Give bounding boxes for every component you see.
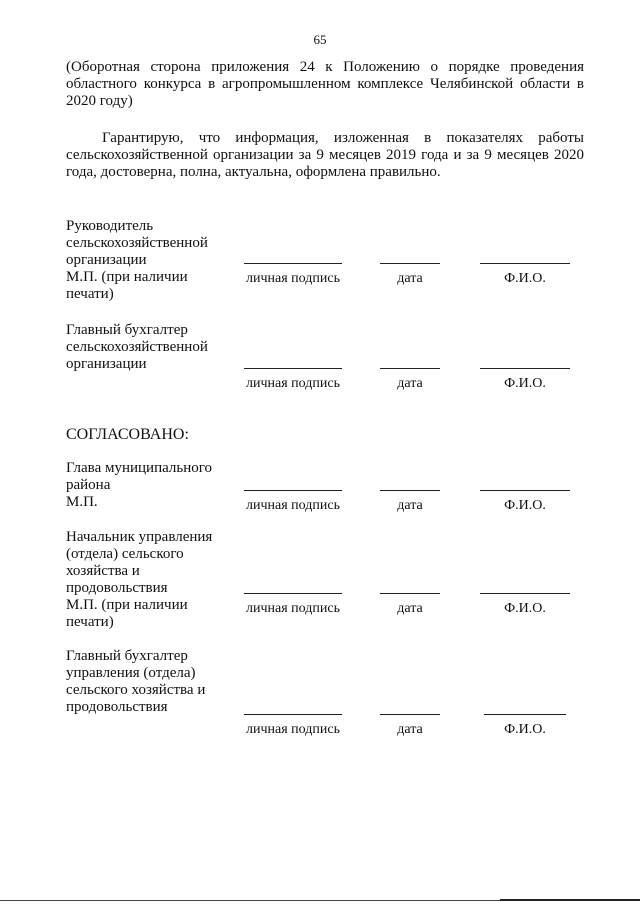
signatory-head-of-org (66, 218, 236, 303)
name-line (480, 490, 570, 491)
signature-field (244, 263, 342, 287)
role-line: организации (66, 252, 147, 268)
name-field (480, 593, 570, 617)
signatory-chief-accountant-org (66, 322, 236, 373)
name-caption: Ф.И.О. (504, 722, 546, 737)
role-line: М.П. (при наличии (66, 597, 188, 613)
role-line: района (66, 477, 111, 493)
signatory-head-of-agri-dept (66, 529, 236, 631)
date-caption: дата (397, 376, 423, 391)
guarantee-statement: Гарантирую, что информация, изложенная в показателях работы сельскохозяйственной организации за 9 месяцев 2019 года и за 9 месяцев 2020 года, достоверна, полна, актуальна, оформлена правильно. (66, 130, 584, 180)
role-line: М.П. (при наличии (66, 269, 188, 285)
date-field (380, 368, 440, 392)
date-field (380, 263, 440, 287)
role-line: хозяйства и (66, 563, 140, 579)
role-line: Глава муниципального (66, 460, 213, 476)
role-line: Начальник управления (66, 529, 213, 545)
role-line: (отдела) сельского (66, 546, 184, 562)
date-line (380, 714, 440, 715)
date-caption: дата (397, 271, 423, 286)
signature-line (244, 263, 342, 264)
name-caption: Ф.И.О. (504, 498, 546, 513)
signature-caption: личная подпись (246, 271, 340, 286)
signature-caption: личная подпись (246, 498, 340, 513)
appendix-note: (Оборотная сторона приложения 24 к Положению о порядке проведения областного конкурса в агропромышленном комплексе Челябинской области в 2020 году) (66, 59, 584, 109)
role-line: сельскохозяйственной (66, 235, 208, 251)
name-line (480, 263, 570, 264)
name-field (480, 368, 570, 392)
role-line: печати) (66, 286, 114, 302)
name-line (480, 368, 570, 369)
signature-caption: личная подпись (246, 376, 340, 391)
signature-line (244, 490, 342, 491)
role-line: продовольствия (66, 580, 168, 596)
role-line: управления (отдела) (66, 665, 196, 681)
date-field (380, 490, 440, 514)
role-line: сельскохозяйственной (66, 339, 208, 355)
date-caption: дата (397, 722, 423, 737)
name-field (480, 490, 570, 514)
date-line (380, 368, 440, 369)
signatory-chief-accountant-dept (66, 648, 236, 716)
name-line (484, 714, 566, 715)
signature-caption: личная подпись (246, 601, 340, 616)
signatory-head-of-district (66, 460, 236, 511)
name-field (484, 714, 566, 738)
role-line: Главный бухгалтер (66, 648, 188, 664)
role-line: сельского хозяйства и (66, 682, 206, 698)
date-caption: дата (397, 498, 423, 513)
signature-line (244, 714, 342, 715)
approved-heading: СОГЛАСОВАНО: (66, 426, 189, 443)
name-caption: Ф.И.О. (504, 601, 546, 616)
signature-line (244, 593, 342, 594)
name-field (480, 263, 570, 287)
bottom-edge-rule-strong (500, 899, 640, 901)
signature-line (244, 368, 342, 369)
role-line: Руководитель (66, 218, 154, 234)
role-line: М.П. (66, 494, 98, 510)
name-line (480, 593, 570, 594)
date-field (380, 593, 440, 617)
name-caption: Ф.И.О. (504, 271, 546, 286)
signature-field (244, 490, 342, 514)
page-number: 65 (313, 32, 327, 47)
signature-field (244, 368, 342, 392)
date-line (380, 263, 440, 264)
signature-field (244, 714, 342, 738)
role-line: организации (66, 356, 147, 372)
date-line (380, 593, 440, 594)
name-caption: Ф.И.О. (504, 376, 546, 391)
signature-field (244, 593, 342, 617)
date-caption: дата (397, 601, 423, 616)
date-line (380, 490, 440, 491)
role-line: Главный бухгалтер (66, 322, 188, 338)
role-line: продовольствия (66, 699, 168, 715)
signature-caption: личная подпись (246, 722, 340, 737)
date-field (380, 714, 440, 738)
role-line: печати) (66, 614, 114, 630)
